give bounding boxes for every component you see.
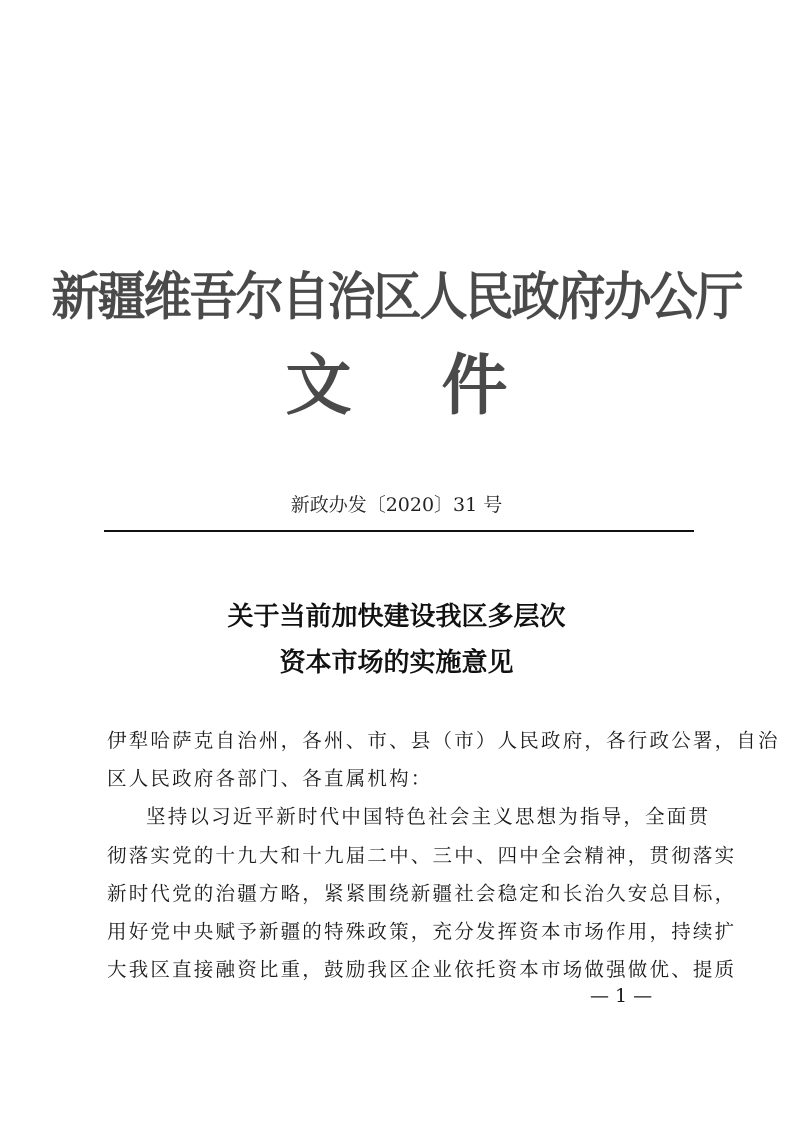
body-line-paragraph-3: 新时代党的治疆方略，紧紧围绕新疆社会稳定和长治久安总目标， — [107, 882, 737, 905]
page-number: — 1 — — [590, 985, 653, 1007]
body-line-addressee-1: 伊犁哈萨克自治州，各州、市、县（市）人民政府，各行政公署，自治 — [107, 729, 780, 752]
body-line-paragraph-2: 彻落实党的十九大和十九届二中、三中、四中全会精神，贯彻落实 — [107, 844, 737, 867]
header-divider — [104, 530, 694, 532]
body-line-paragraph-4: 用好党中央赋予新疆的特殊政策，充分发挥资本市场作用，持续扩 — [107, 920, 737, 943]
document-title-line-2: 资本市场的实施意见 — [279, 648, 514, 678]
document-title-line-1: 关于当前加快建设我区多层次 — [227, 602, 566, 632]
issuing-office: 新疆维吾尔自治区人民政府办公厅 — [51, 267, 742, 328]
body-line-paragraph-5: 大我区直接融资比重，鼓励我区企业依托资本市场做强做优、提质 — [107, 958, 737, 981]
body-line-paragraph-1: 坚持以习近平新时代中国特色社会主义思想为指导，全面贯 — [146, 805, 711, 828]
document-number: 新政办发〔2020〕31 号 — [290, 494, 503, 516]
body-line-addressee-2: 区人民政府各部门、各直属机构： — [107, 767, 433, 790]
document-type: 文件 — [285, 347, 598, 424]
